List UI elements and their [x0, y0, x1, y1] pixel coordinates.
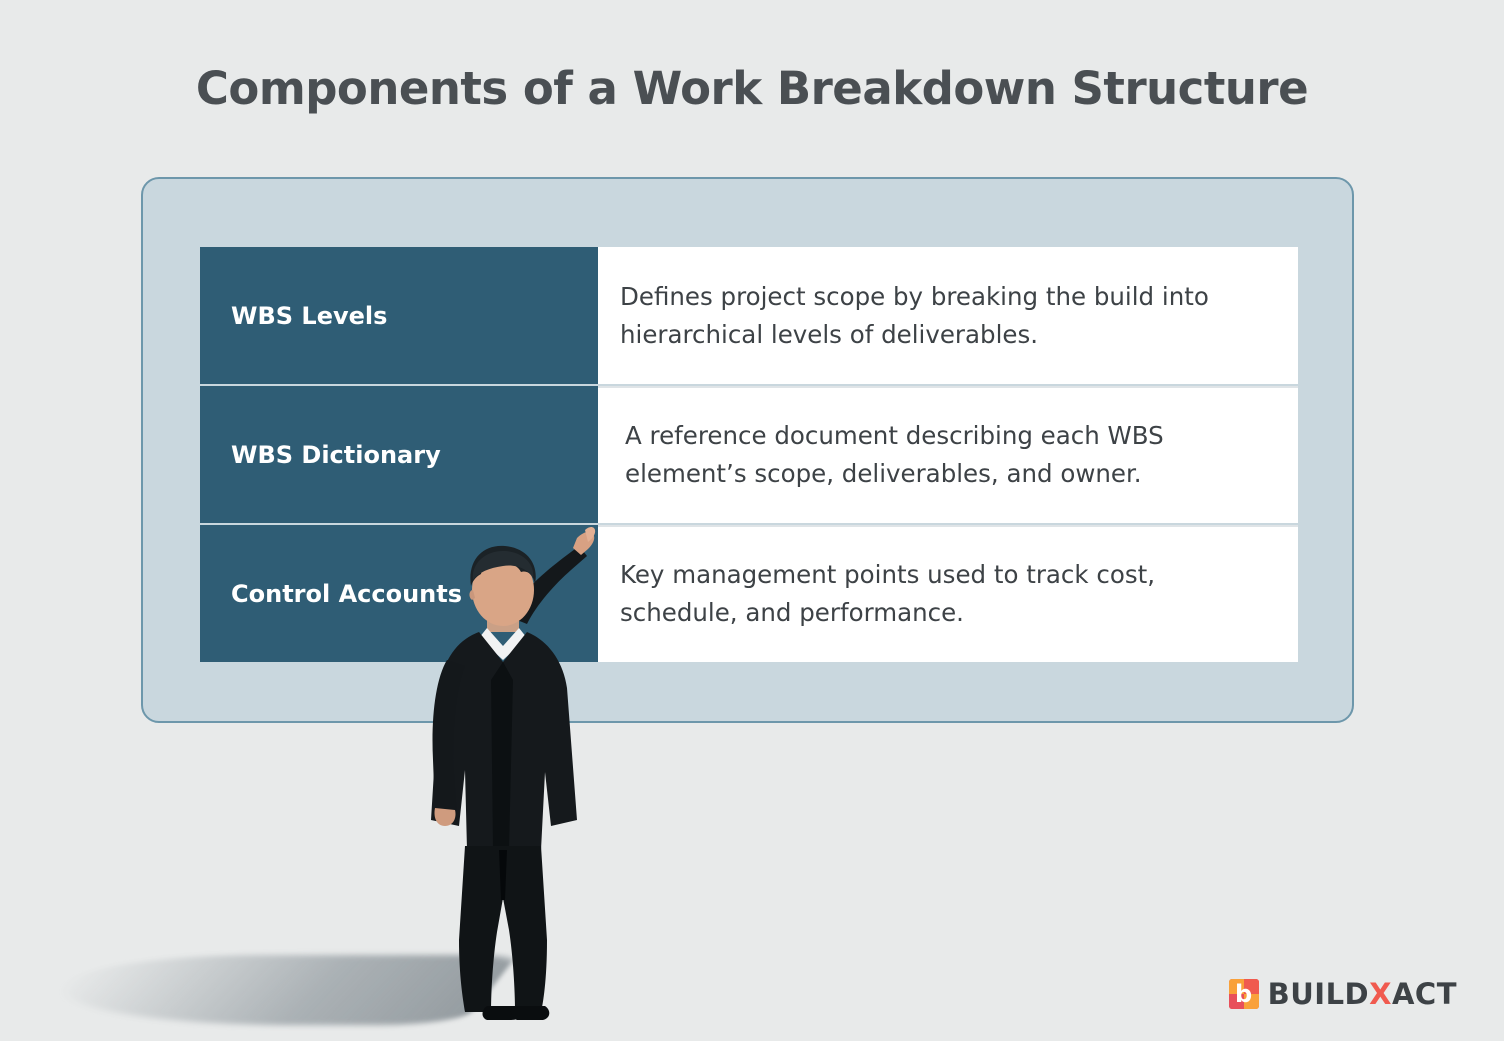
logo-wordmark: [1268, 977, 1457, 1011]
row-divider: [598, 525, 1298, 527]
row-description: Defines project scope by breaking the build into hierarchical levels of deliverables.: [598, 247, 1298, 384]
row-label: Control Accounts: [200, 525, 598, 662]
logo-word-accent: X: [1369, 977, 1392, 1011]
row-divider: [598, 386, 1298, 388]
row-label: WBS Dictionary: [200, 386, 598, 523]
table-row: [200, 386, 1298, 523]
logo-word-first: BUILD: [1267, 977, 1370, 1011]
brand-logo: [1229, 977, 1457, 1011]
row-description: Key management points used to track cost, schedule, and performance.: [598, 525, 1298, 662]
logo-word-last: ACT: [1391, 977, 1457, 1011]
components-table: [200, 247, 1298, 662]
row-label: WBS Levels: [200, 247, 598, 384]
person-illustration: [395, 520, 655, 1020]
table-row: [200, 247, 1298, 384]
table-row: [200, 525, 1298, 662]
logo-mark-icon: [1229, 979, 1259, 1009]
row-description: A reference document describing each WBS element’s scope, deliverables, and owner.: [598, 386, 1298, 523]
logo-mark-letter: b: [1235, 980, 1253, 1008]
page-title: Components of a Work Breakdown Structure: [195, 62, 1309, 115]
